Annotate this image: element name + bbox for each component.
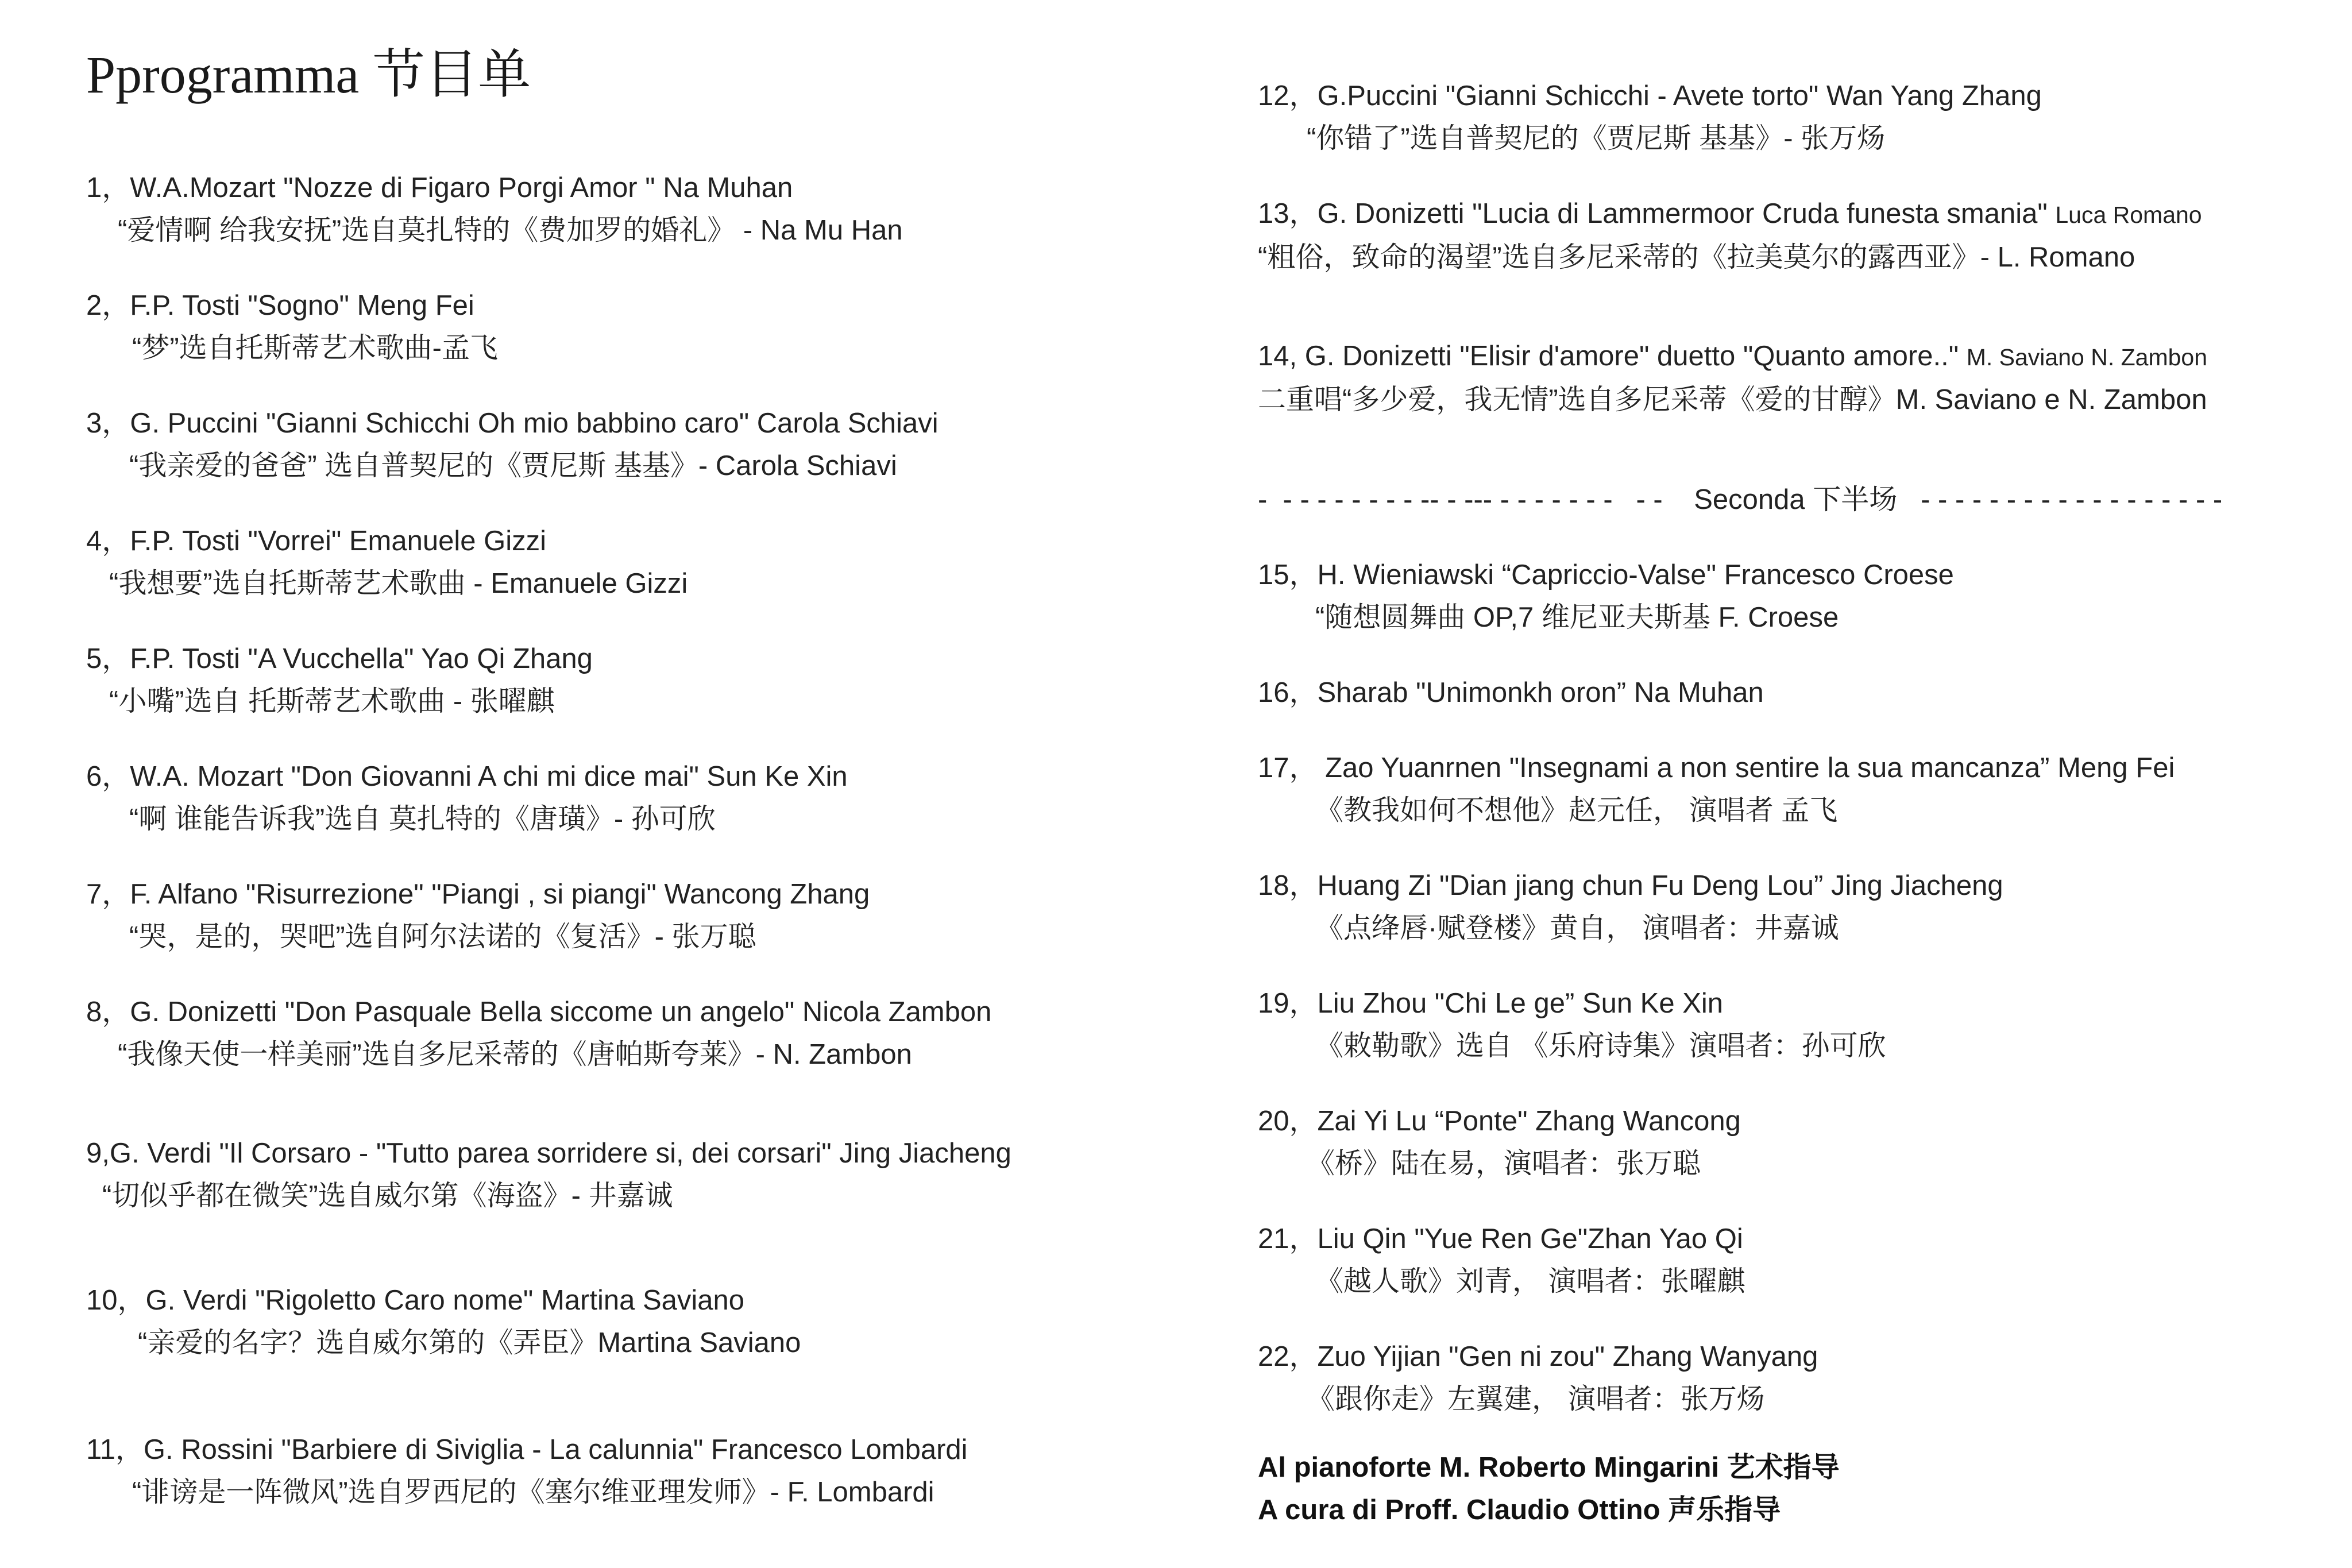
- entry-line-chinese: “亲爱的名字？选自威尔第的《弄臣》Martina Saviano: [138, 1327, 801, 1358]
- entry-line-chinese: 《点绛唇·赋登楼》黄自， 演唱者：井嘉诚: [1315, 913, 1839, 944]
- entry-line-chinese: “随想圆舞曲 OP,7 维尼亚夫斯基 F. Croese: [1315, 602, 1839, 633]
- entry-line-italian: 11，G. Rossini "Barbiere di Siviglia - La calunnia" Francesco Lombardi: [86, 1434, 968, 1465]
- performer-name: M. Saviano N. Zambon: [1966, 344, 2208, 370]
- program-entry: [1258, 554, 2338, 639]
- entry-line-chinese: “爱情啊 给我安抚”选自莫扎特的《费加罗的婚礼》 - Na Mu Han: [118, 215, 903, 246]
- entry-line-chinese: “小嘴”选自 托斯蒂艺术歌曲 - 张曜麒: [109, 686, 555, 717]
- entry-line-italian: 3，G. Puccini "Gianni Schicchi Oh mio babbino caro" Carola Schiavi: [86, 408, 939, 439]
- entry-line-italian: 19，Liu Zhou "Chi Le ge” Sun Ke Xin: [1258, 988, 1724, 1019]
- credit-pianist: Al pianoforte M. Roberto Mingarini 艺术指导: [1258, 1452, 1840, 1483]
- program-entry: [86, 873, 1177, 958]
- entry-line-italian: 2，F.P. Tosti "Sogno" Meng Fei: [86, 290, 474, 321]
- entry-line-chinese: “我像天使一样美丽”选自多尼采蒂的《唐帕斯夸莱》- N. Zambon: [118, 1039, 912, 1070]
- entry-line-italian: 17， Zao Yuanrnen "Insegnami a non sentire la sua mancanza” Meng Fei: [1258, 752, 2175, 783]
- entry-line-italian: 1，W.A.Mozart "Nozze di Figaro Porgi Amor " Na Muhan: [86, 172, 793, 203]
- entry-line-italian: 10，G. Verdi "Rigoletto Caro nome" Martina Saviano: [86, 1285, 745, 1316]
- performer-name: Luca Romano: [2055, 202, 2202, 228]
- entry-line-chinese: “粗俗，致命的渴望”选自多尼采蒂的《拉美莫尔的露西亚》- L. Romano: [1258, 242, 2135, 273]
- program-entry: [86, 284, 1177, 369]
- right-column: [1258, 75, 2338, 1531]
- program-entry: [1258, 864, 2338, 949]
- program-title: Pprogramma 节目单: [86, 45, 531, 104]
- entry-line-chinese: “梦”选自托斯蒂艺术歌曲-孟飞: [132, 333, 498, 364]
- program-entry: [86, 1132, 1177, 1217]
- program-entry: [1258, 1335, 2338, 1420]
- entry-line-italian: [1258, 192, 2338, 236]
- entry-line-chinese: 《桥》陆在易，演唱者：张万聪: [1307, 1148, 1701, 1179]
- entry-line-italian: 20，Zai Yi Lu “Ponte" Zhang Wancong: [1258, 1106, 1741, 1137]
- program-entry: [86, 520, 1177, 605]
- entry-line-italian: 22，Zuo Yijian "Gen ni zou" Zhang Wanyang: [1258, 1341, 1818, 1372]
- entry-text: 14, G. Donizetti "Elisir d'amore" duetto "Quanto amore..": [1258, 341, 1967, 372]
- entry-line-italian: 4，F.P. Tosti "Vorrei" Emanuele Gizzi: [86, 526, 546, 557]
- entry-line-chinese: 《跟你走》左翼建， 演唱者：张万炀: [1307, 1384, 1765, 1415]
- entry-line-italian: 9,G. Verdi "Il Corsaro - "Tutto parea sorridere si, dei corsari" Jing Jiacheng: [86, 1138, 1011, 1169]
- entry-line-chinese: “诽谤是一阵微风”选自罗西尼的《塞尔维亚理发师》- F. Lombardi: [132, 1477, 934, 1508]
- entry-line-chinese: “你错了”选自普契尼的《贾尼斯 基基》- 张万炀: [1307, 123, 1886, 154]
- entry-line-chinese: 《教我如何不想他》赵元任， 演唱者 孟飞: [1315, 795, 1838, 826]
- program-entry: [1258, 1100, 2338, 1185]
- program-entry: [86, 402, 1177, 487]
- entry-line-chinese: 《越人歌》刘青， 演唱者：张曜麒: [1315, 1266, 1745, 1297]
- entry-line-chinese: “我亲爱的爸爸” 选自普契尼的《贾尼斯 基基》- Carola Schiavi: [129, 450, 897, 481]
- entry-line-italian: 12，G.Puccini "Gianni Schicchi - Avete torto" Wan Yang Zhang: [1258, 80, 2042, 111]
- entry-line-italian: 8，G. Donizetti "Don Pasquale Bella siccome un angelo" Nicola Zambon: [86, 997, 992, 1028]
- entry-line-chinese: “哭，是的，哭吧”选自阿尔法诺的《复活》- 张万聪: [129, 921, 756, 952]
- entry-line-chinese: “我想要”选自托斯蒂艺术歌曲 - Emanuele Gizzi: [109, 568, 688, 599]
- second-half-separator: - - - - - - - - - -- - --- - - - - - - - - - Seconda 下半场 - - - - - - - - - - - - - - - - - -: [1258, 484, 2223, 515]
- entry-line-italian: [1258, 335, 2338, 379]
- program-entry: [86, 167, 1177, 252]
- program-entry: [86, 1428, 1177, 1513]
- program-entry: [1258, 747, 2338, 832]
- program-entry: [1258, 1218, 2338, 1303]
- entry-line-chinese: 《敕勒歌》选自 《乐府诗集》演唱者：孙可欣: [1315, 1030, 1886, 1061]
- program-entry: [1258, 982, 2338, 1067]
- program-entry: [1258, 75, 2338, 160]
- entry-line-italian: 15，H. Wieniawski “Capriccio-Valse" Francesco Croese: [1258, 559, 1954, 590]
- program-entry: [86, 1279, 1177, 1364]
- entry-line-chinese: 二重唱“多少爱，我无情”选自多尼采蒂《爱的甘醇》M. Saviano e N. Zambon: [1258, 384, 2207, 415]
- program-entry: [1258, 671, 2338, 714]
- entry-line-italian: 5，F.P. Tosti "A Vucchella" Yao Qi Zhang: [86, 643, 593, 674]
- credit-vocal-coach: A cura di Proff. Claudio Ottino 声乐指导: [1258, 1494, 1781, 1525]
- left-column: [86, 167, 1177, 1513]
- entry-line-italian: 7，F. Alfano "Risurrezione" "Piangi , si piangi" Wancong Zhang: [86, 879, 870, 910]
- entry-line-italian: 18，Huang Zi "Dian jiang chun Fu Deng Lou” Jing Jiacheng: [1258, 870, 2003, 901]
- program-entry: [86, 755, 1177, 840]
- program-entry: [1258, 335, 2338, 421]
- program-entry: [86, 638, 1177, 723]
- credits: [1258, 1446, 2338, 1531]
- entry-line-chinese: “切似乎都在微笑”选自威尔第《海盗》- 井嘉诚: [102, 1180, 673, 1211]
- entry-text: 13，G. Donizetti "Lucia di Lammermoor Cruda funesta smania": [1258, 198, 2056, 229]
- program-entry: [1258, 192, 2338, 279]
- entry-line-italian: 6，W.A. Mozart "Don Giovanni A chi mi dice mai" Sun Ke Xin: [86, 761, 848, 792]
- entry-line-italian: 16，Sharab "Unimonkh oron” Na Muhan: [1258, 677, 1764, 708]
- entry-line-italian: 21，Liu Qin "Yue Ren Ge"Zhan Yao Qi: [1258, 1223, 1743, 1254]
- program-entry: [86, 991, 1177, 1076]
- entry-line-chinese: “啊 谁能告诉我”选自 莫扎特的《唐璜》- 孙可欣: [129, 804, 716, 835]
